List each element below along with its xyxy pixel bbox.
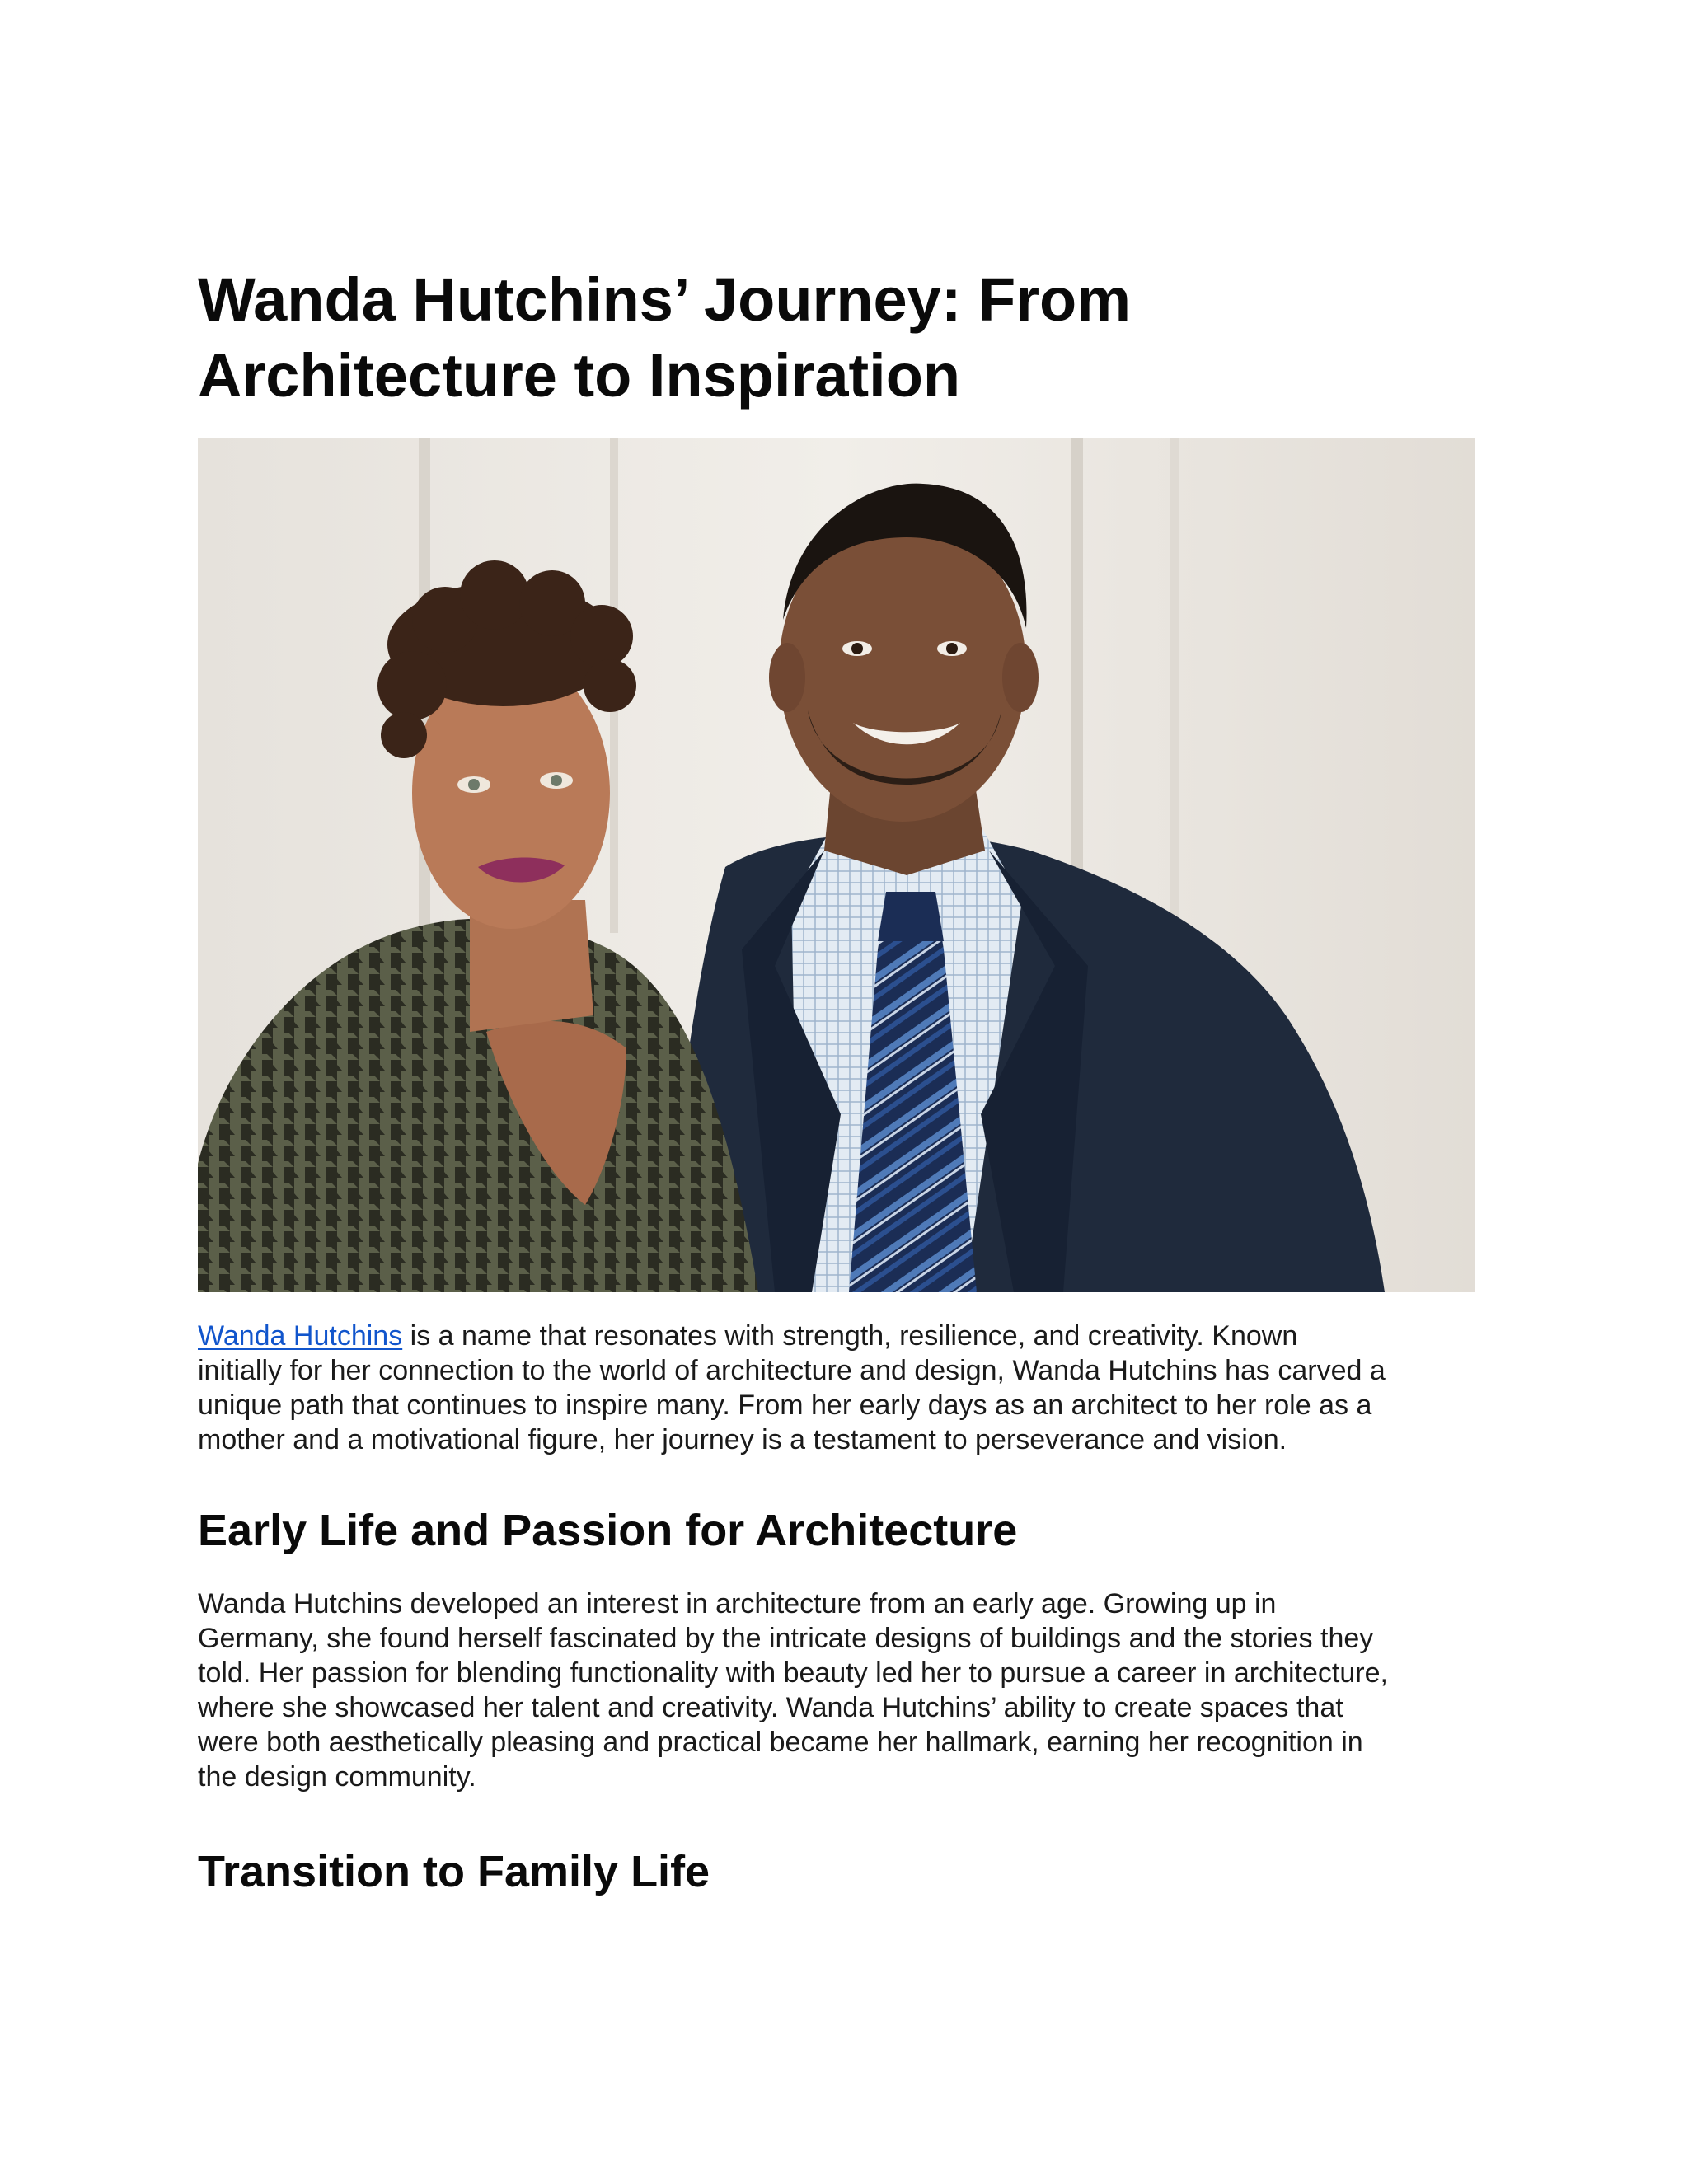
intro-line-1 [198,1319,1484,1353]
early-life-paragraph [198,1586,1484,1794]
article-title [198,262,1484,414]
early-life-line-6: the design community. [198,1761,476,1793]
intro-line-3: unique path that continues to inspire many. From her early days as an architect to her role as a [198,1390,1372,1421]
section-heading-early-life: Early Life and Passion for Architecture [198,1506,1018,1555]
intro-paragraph [198,1319,1484,1457]
early-life-line-4: where she showcased her talent and creativity. Wanda Hutchins’ ability to create spaces that [198,1692,1343,1723]
hero-photo [198,438,1475,1292]
early-life-line-3: told. Her passion for blending functionality with beauty led her to pursue a career in architecture, [198,1657,1388,1689]
early-life-line-1: Wanda Hutchins developed an interest in architecture from an early age. Growing up in [198,1588,1277,1619]
early-life-line-5: were both aesthetically pleasing and practical became her hallmark, earning her recognition in [198,1727,1363,1758]
article-title-line-1: Wanda Hutchins’ Journey: From [198,265,1132,334]
section-heading-family-life: Transition to Family Life [198,1847,710,1896]
intro-line-2: initially for her connection to the world of architecture and design, Wanda Hutchins has carved a [198,1355,1386,1386]
intro-line-4: mother and a motivational figure, her journey is a testament to perseverance and vision. [198,1424,1287,1455]
intro-line-1-text: is a name that resonates with strength, resilience, and creativity. Known [402,1320,1298,1352]
wanda-hutchins-link[interactable]: Wanda Hutchins [198,1320,403,1352]
article-title-line-2: Architecture to Inspiration [198,341,961,410]
early-life-line-2: Germany, she found herself fascinated by the intricate designs of buildings and the stories they [198,1623,1374,1654]
